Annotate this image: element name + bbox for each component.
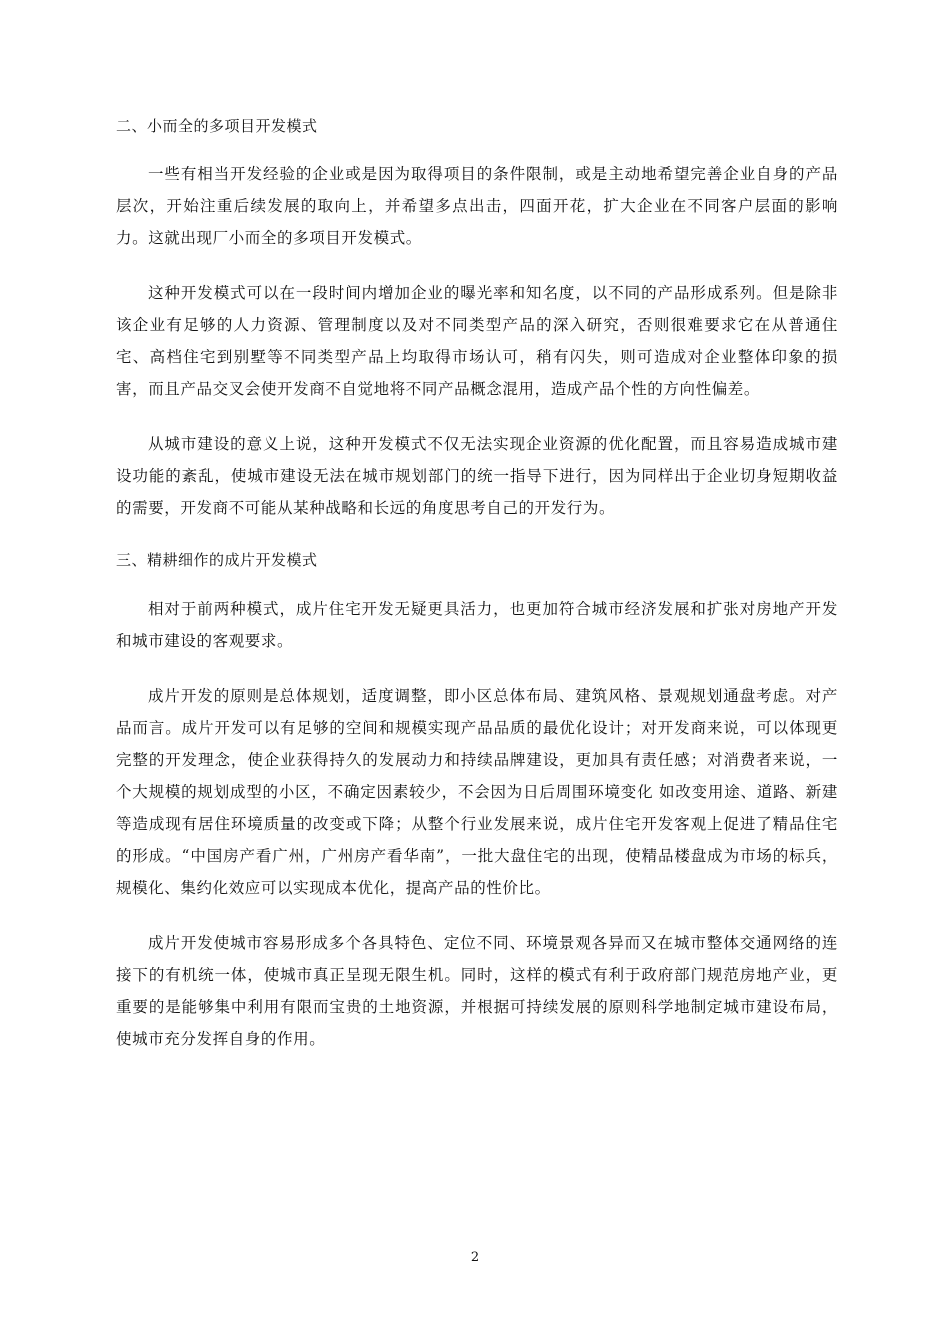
document-body [116, 116, 838, 1055]
paragraph: 一些有相当开发经验的企业或是因为取得项目的条件限制，或是主动地希望完善企业自身的产品层次，开始注重后续发展的取向上，并希望多点出击，四面开花，扩大企业在不同客户层面的影响力。这就出现厂小而全的多项目开发模式。 [116, 165, 838, 247]
paragraph: 这种开发模式可以在一段时间内增加企业的曝光率和知名度，以不同的产品形成系列。但是除非该企业有足够的人力资源、管理制度以及对不同类型产品的深入研究，否则很难要求它在从普通住宅、高档住宅到别墅等不同类型产品上均取得市场认可，稍有闪失，则可造成对企业整体印象的损害，而且产品交叉会使开发商不自觉地将不同产品概念混用，造成产品个性的方向性偏差。 [116, 284, 838, 398]
paragraph: 成片开发使城市容易形成多个各具特色、定位不同、环境景观各异而又在城市整体交通网络的连接下的有机统一体，使城市真正呈现无限生机。同时，这样的模式有利于政府部门规范房地产业，更重要的是能够集中利用有限而宝贵的土地资源，并根据可持续发展的原则科学地制定城市建设布局，使城市充分发挥自身的作用。 [116, 934, 838, 1048]
page-number: 2 [470, 1250, 480, 1265]
paragraph: 从城市建设的意义上说，这种开发模式不仅无法实现企业资源的优化配置，而且容易造成城市建设功能的紊乱，使城市建设无法在城市规划部门的统一指导下进行，因为同样出于企业切身短期收益的需要，开发商不可能从某种战略和长远的角度思考自己的开发行为。 [116, 435, 838, 517]
section-heading: 三、精耕细作的成片开发模式 [116, 551, 318, 569]
section-heading: 二、小而全的多项目开发模式 [116, 117, 318, 135]
paragraph: 成片开发的原则是总体规划，适度调整，即小区总体布局、建筑风格、景观规划通盘考虑。对产品而言。成片开发可以有足够的空间和规模实现产品品质的最优化设计；对开发商来说，可以体现更完整的开发理念，使企业获得持久的发展动力和持续品牌建设，更加具有责任感；对消费者来说，一个大规模的规划成型的小区，不确定因素较少，不会因为日后周围环境变化 如改变用途、道路、新建 等造成现有居住环境质量的改变或下降；从整个行业发展来说，成片住宅开发客观上促进了精品住宅的形成。“中国房产看广州，广州房产看华南”，一批大盘住宅的出现，使精品楼盘成为市场的标兵，规模化、集约化效应可以实现成本优化，提高产品的性价比。 [116, 687, 838, 897]
paragraph: 相对于前两种模式，成片住宅开发无疑更具活力，也更加符合城市经济发展和扩张对房地产开发和城市建设的客观要求。 [116, 600, 838, 650]
